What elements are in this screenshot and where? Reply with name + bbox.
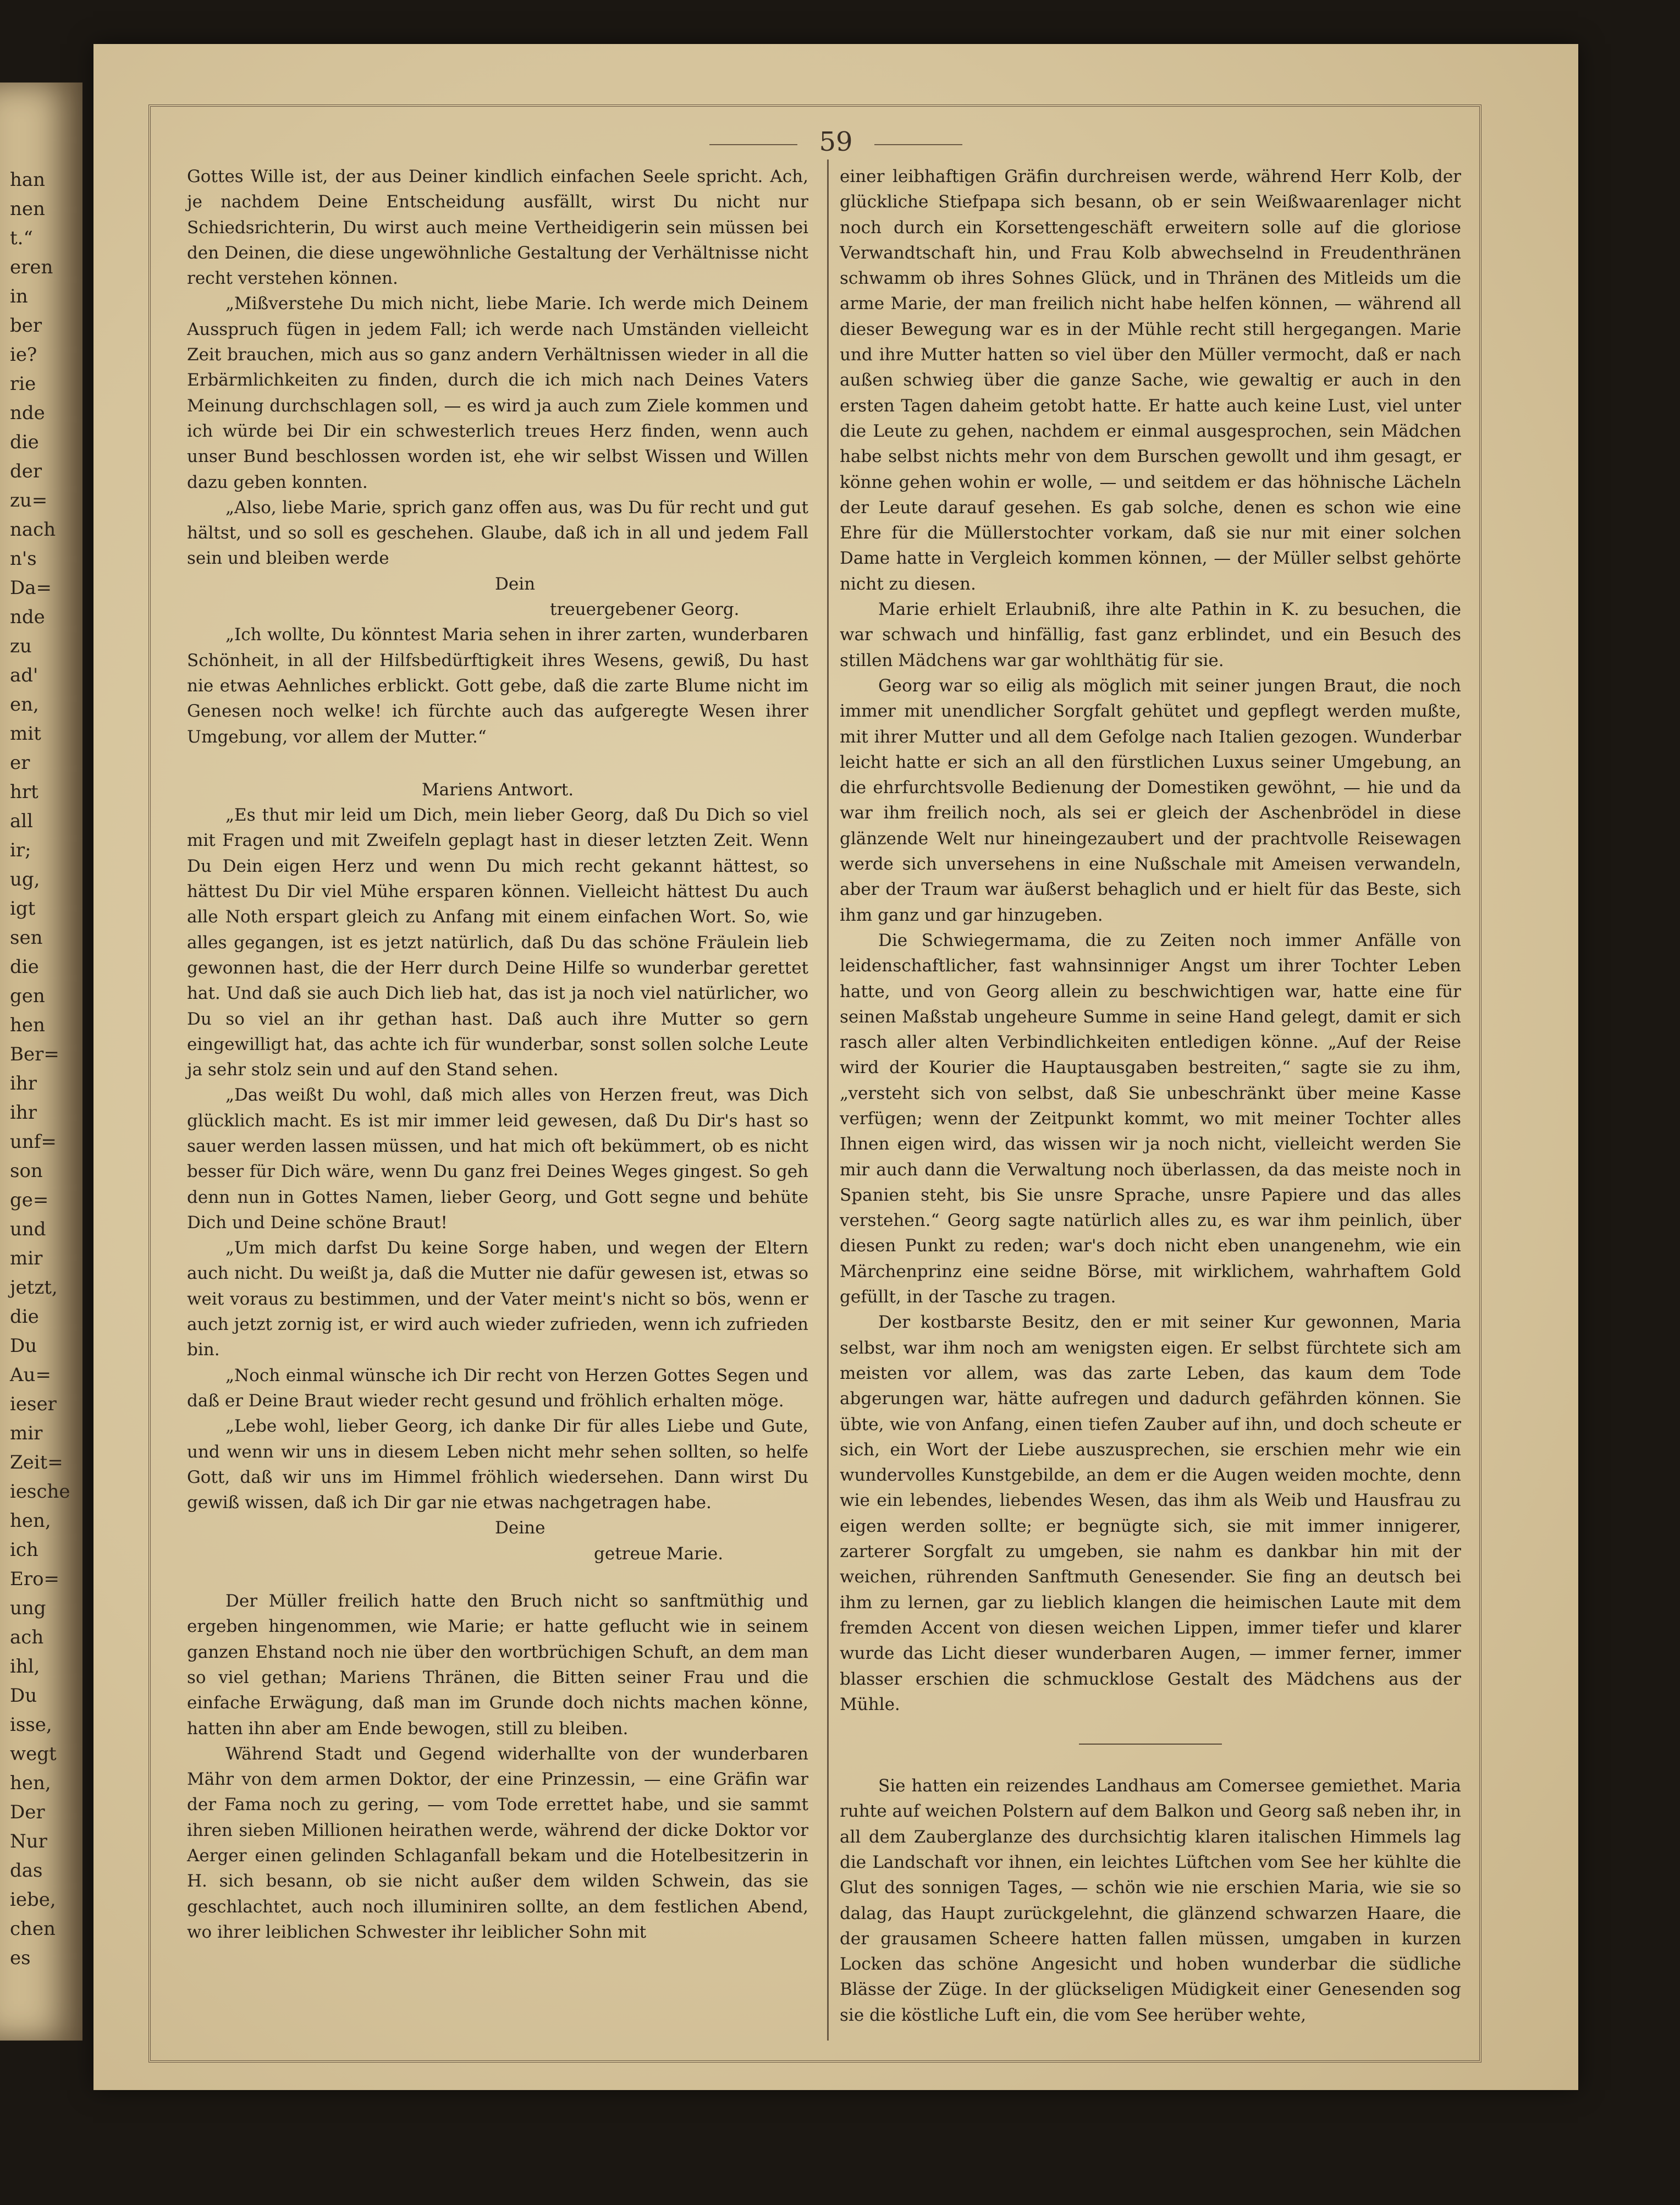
facing-page-fragment: jetzt,	[10, 1277, 58, 1299]
facing-page-fragment: ber	[10, 315, 42, 337]
facing-page-fragment: ie?	[10, 344, 37, 366]
facing-page-fragment: han	[10, 169, 46, 191]
facing-page-fragment: Der	[10, 1801, 45, 1823]
paragraph: Die Schwiegermama, die zu Zeiten noch immer Anfälle von leidenschaftlicher, fast wahnsinniger Angst um ihrer Tochter Leben hatte, und von Georg allein zu beschwichtigen war, hatte eine für seinen Maßstab ungeheure Summe in seine Hand gelegt, damit er sich rasch aller alten Verbindlichkeiten entledigen könne. „Auf der Reise wird der Kourier die Hauptausgaben bestreiten,“ sagte sie zu ihm, „versteht sich von selbst, daß Sie unbeschränkt über meine Kasse verfügen; wenn der Zeitpunkt kommt, wo mit meiner Tochter alles Ihnen eigen wird, das wissen wir ja noch nicht, vielleicht werden Sie mir auch dann die Verwaltung noch überlassen, da das meiste noch in Spanien steht, bis Sie unsre Sprache, unsre Papiere und das alles verstehen.“ Georg sagte natürlich alles zu, es war ihm peinlich, über diesen Punkt zu reden; war's doch nicht eben unangenehm, wie ein Märchenprinz eine seidne Börse, mit wirklichem, wahrhaftem Gold gefüllt, in der Tasche zu tragen.	[840, 930, 1461, 1307]
page-number-rule-right	[874, 144, 962, 145]
facing-page-fragment: mir	[10, 1247, 43, 1269]
facing-page-fragment: Du	[10, 1685, 37, 1707]
facing-page-fragment: isse,	[10, 1714, 52, 1736]
facing-page-fragment: mit	[10, 723, 41, 745]
paragraph: Sie hatten ein reizendes Landhaus am Comersee gemiethet. Maria ruhte auf weichen Polstern auf dem Balkon und Georg saß neben ihr, in all dem Zauberglanze des durchsichtig klaren italischen Himmels lag die Landschaft vor ihnen, ein leichtes Lüftchen vom See her kühlte die Glut des sonnigen Tages, — schön wie nie erschien Maria, wie sie so dalag, das Haupt zurückgelehnt, die glänzend schwarzen Haare, die der grausamen Scheere hatten fallen müssen, umgaben in kurzen Locken das schöne Angesicht und hoben wunderbar die südliche Blässe der Züge. In der glückseligen Müdigkeit einer Genesenden sog sie die köstliche Luft ein, die vom See herüber wehte,	[840, 1776, 1461, 2025]
letter-signature: getreue Marie.	[594, 1543, 724, 1564]
paragraph: „Mißverstehe Du mich nicht, liebe Marie. Ich werde mich Deinem Ausspruch fügen in jedem Fall; ich werde nach Umständen vielleicht Zeit brauchen, mich aus so ganz andern Verhältnissen wieder in all die Erbärmlichkeiten zu finden, durch die ich mich nach Deines Vaters Meinung durchschlagen soll, — es wird ja auch zum Ziele kommen und ich würde bei Dir ein schwesterlich treues Herz finden, wenn auch unser Bund beschlossen worden ist, ehe wir selbst Wissen und Willen dazu geben konnten.	[187, 294, 808, 492]
facing-page-fragment: der	[10, 460, 42, 482]
paragraph: „Es thut mir leid um Dich, mein lieber Georg, daß Du Dich so viel mit Fragen und mit Zweifeln geplagt hast in dieser letzten Zeit. Wenn Du Dein eigen Herz und wenn Du mich recht gekannt hättest, so hättest Du Dir viel Mühe ersparen können. Vielleicht hättest Du auch alle Noth erspart gleich zu Anfang mit einem einfachen Wort. So, wie alles gegangen, ist es jetzt natürlich, daß Du das schöne Fräulein lieb gewonnen hast, die der Herr durch Deine Hilfe so wunderbar gerettet hat. Und daß sie auch Dich lieb hat, das ist ja noch viel natürlicher, wo Du so viel an ihr gethan hast. Daß auch ihre Mutter so gern eingewilligt hat, das achte ich für wunderbar, sonst sollen solche Leute ja sehr stolz sein und auf den Stand sehen.	[187, 805, 808, 1080]
paragraph: Marie erhielt Erlaubniß, ihre alte Pathin in K. zu besuchen, die war schwach und hinfällig, fast ganz erblindet, und ein Besuch des stillen Mädchens war gar wohlthätig für sie.	[840, 600, 1461, 670]
facing-page-fragment: gen	[10, 985, 45, 1007]
facing-page-fragment: ihl,	[10, 1656, 40, 1678]
letter-closing: Dein	[495, 574, 536, 594]
section-separator	[1079, 1744, 1222, 1745]
facing-page-fragment: die	[10, 1306, 39, 1328]
facing-page-fragment: Da=	[10, 577, 52, 599]
facing-page-fragment: sen	[10, 927, 43, 949]
facing-page-fragment: iesche	[10, 1481, 70, 1503]
facing-page-fragment: Ber=	[10, 1043, 59, 1065]
paragraph: Der kostbarste Besitz, den er mit seiner Kur gewonnen, Maria selbst, war ihm noch am wenigsten eigen. Er selbst fürchtete sich am meisten vor allem, was das zarte Leben, das kaum dem Tode abgerungen war, hätte aufregen und dadurch gefährden können. Sie übte, wie von Anfang, einen tiefen Zauber auf ihn, und doch scheute er sich, ein Wort der Liebe auszusprechen, sie erschien mehr wie ein wundervolles Kunstgebilde, an dem er die Augen weiden mochte, denn wie ein lebendes, liebendes Wesen, das ihm als Weib und Hausfrau zu eigen werden sollte; er begnügte sich, sie mit immer innigerer, zarterer Sorgfalt zu umgeben, sie nahm es dankbar hin mit der weichen, rührenden Sanftmuth Genesender. Sie fing an deutsch bei ihm zu lernen, gar zu lieblich klangen die heimischen Laute mit dem fremden Accent von diesen weichen Lippen, immer tiefer und klarer wurde das Licht dieser wunderbaren Augen, — immer ferner, immer blasser erschien die schmucklose Gestalt des Mädchens aus der Mühle.	[840, 1312, 1461, 1714]
facing-page-fragment: son	[10, 1160, 43, 1182]
continued-paragraph: Gottes Wille ist, der aus Deiner kindlich einfachen Seele spricht. Ach, je nachdem Deine Entscheidung ausfällt, wirst Du nicht nur Schiedsrichterin, Du wirst auch meine Vertheidigerin sein müssen bei den Deinen, die diese ungewöhnliche Gestaltung der Verhältnisse nicht recht verstehen können.	[187, 167, 808, 289]
facing-page-fragment: zu=	[10, 490, 48, 512]
facing-page-fragment: in	[10, 285, 28, 307]
right-text-column	[840, 164, 1461, 2028]
facing-page-fragment: ihr	[10, 1102, 37, 1124]
paragraph: „Ich wollte, Du könntest Maria sehen in ihrer zarten, wunderbaren Schönheit, in all der Hilfsbedürftigkeit ihres Wesens, gewiß, Du hast nie etwas Aehnliches erblickt. Gott gebe, daß die zarte Blume nicht im Genesen noch welke! ich fürchte auch das aufgeregte Wesen ihrer Umgebung, vor allem der Mutter.“	[187, 625, 808, 747]
facing-page-fragment: das	[10, 1860, 43, 1882]
facing-page-fragment: en,	[10, 694, 39, 716]
paragraph: Während Stadt und Gegend widerhallte von der wunderbaren Mähr von dem armen Doktor, der eine Prinzessin, — eine Gräfin war der Fama noch zu gering, — vom Tode errettet habe, und sie sammt ihren sieben Millionen heirathen werde, während der dicke Doktor vor Aerger einen gelinden Schlaganfall bekam und die Hotelbesitzerin in H. sich besann, ob sie nicht außer dem wilden Schwein, das sie geschlachtet, auch noch illuminiren sollte, an dem festlichen Abend, wo ihrer leiblichen Schwester ihr leiblicher Sohn mit	[187, 1744, 808, 1942]
book-page	[93, 44, 1578, 2090]
facing-page-fragment: t.“	[10, 227, 33, 249]
continued-paragraph: einer leibhaftigen Gräfin durchreisen werde, während Herr Kolb, der glückliche Stiefpapa sich besann, ob er sein Weißwaarenlager nicht noch durch ein Korsettengeschäft erweitern solle auf die gloriose Verwandtschaft hin, und Frau Kolb abwechselnd in Freudenthränen schwamm ob ihres Sohnes Glück, und in Thränen des Mitleids um die arme Marie, der man freilich nicht habe helfen können, — während all dieser Bewegung war es in der Mühle recht still hergegangen. Marie und ihre Mutter hatten so viel über den Müller vermocht, daß er nach außen schwieg über die ganze Sache, wie gewaltig er auch in den ersten Tagen daheim getobt hatte. Er hatte auch keine Lust, viel unter die Leute zu gehen, nachdem er einmal ausgesprochen, sein Mädchen habe selbst nichts mehr von dem Burschen gewollt und ihm gesagt, er könne gehen wohin er wolle, — und seitdem er das höhnische Lächeln der Leute darauf gesehen. Es gab solche, denen es schon wie eine Ehre für die Müllerstochter vorkam, daß sie nur mit einer solchen Dame hatte in Vergleich kommen können, — der Müller selbst gehörte nicht zu diesen.	[840, 167, 1461, 594]
facing-page-fragment: hen,	[10, 1510, 51, 1532]
facing-page-fragment: nach	[10, 519, 56, 541]
facing-page-fragment: ihr	[10, 1073, 37, 1095]
letter-closing: Deine	[495, 1518, 546, 1538]
facing-page-fragment: ieser	[10, 1393, 57, 1415]
column-divider	[827, 160, 829, 2041]
facing-page-fragment: die	[10, 956, 39, 978]
paragraph-gap	[187, 1566, 808, 1588]
paragraph: Georg war so eilig als möglich mit seiner jungen Braut, die noch immer mit unendlicher Sorgfalt gehütet und gepflegt werden mußte, mit ihrer Mutter und all dem Gefolge nach Italien gezogen. Wunderbar leicht hatte er sich an all den fürstlichen Luxus seiner Umgebung, an die ehrfurchtsvolle Bedienung der Domestiken gewöhnt, — hie und da war ihm freilich noch, als sei er gleich der Aschenbrödel in diese glänzende Welt nur hineingezaubert und der prachtvolle Reisewagen werde sich unversehens in eine Nußschale mit Ameisen verwandeln, aber der Traum war äußerst behaglich und er hielt für das Beste, sich ihm ganz und gar hinzugeben.	[840, 675, 1461, 925]
facing-page-edge	[0, 83, 82, 2041]
facing-page-fragment: mir	[10, 1422, 43, 1444]
facing-page-fragment: hen	[10, 1014, 45, 1036]
facing-page-fragment: hen,	[10, 1772, 51, 1794]
facing-page-fragment: n's	[10, 548, 37, 570]
paragraph: „Um mich darfst Du keine Sorge haben, und wegen der Eltern auch nicht. Du weißt ja, daß die Mutter nie dafür gewesen ist, etwas so weit voraus zu bestimmen, und der Vater meint's nicht so bös, wenn er auch jetzt zornig ist, er wird auch wieder zufrieden, wenn ich zufrieden bin.	[187, 1238, 808, 1360]
facing-page-fragment: ug,	[10, 868, 40, 890]
facing-page-fragment: wegt	[10, 1743, 57, 1765]
facing-page-fragment: Au=	[10, 1364, 51, 1386]
page-number: 59	[819, 127, 853, 157]
page-number-rule-left	[709, 144, 797, 145]
facing-page-fragment: hrt	[10, 781, 38, 803]
facing-page-fragment: ad'	[10, 664, 38, 686]
facing-page-fragment: igt	[10, 898, 36, 920]
facing-page-fragment: Zeit=	[10, 1451, 63, 1473]
facing-page-fragment: Du	[10, 1335, 37, 1357]
paragraph: „Lebe wohl, lieber Georg, ich danke Dir für alles Liebe und Gute, und wenn wir uns in diesem Leben nicht mehr sehen sollten, so helfe Gott, daß wir uns im Himmel fröhlich wiedersehen. Dann wirst Du gewiß wissen, daß ich Dir gar nie etwas nachgetragen habe.	[187, 1416, 808, 1513]
facing-page-fragment: ung	[10, 1597, 46, 1619]
paragraph: Der Müller freilich hatte den Bruch nicht so sanftmüthig und ergeben hingenommen, wie Marie; er hatte geflucht wie in seinem ganzen Ehstand noch nie über den wortbrüchigen Schuft, an dem man so viel gethan; Mariens Thränen, die Bitten seiner Frau und die einfache Erwägung, daß man im Grunde doch nichts machen könne, hatten ihn aber am Ende bewogen, still zu bleiben.	[187, 1591, 808, 1739]
letter-signature: treuergebener Georg.	[550, 600, 740, 620]
facing-page-fragment: iebe,	[10, 1889, 56, 1911]
facing-page-fragment: ge=	[10, 1189, 49, 1211]
facing-page-fragment: nde	[10, 402, 45, 424]
section-title: Mariens Antwort.	[421, 779, 574, 800]
facing-page-fragment: zu	[10, 635, 32, 657]
paragraph: „Also, liebe Marie, sprich ganz offen aus, was Du für recht und gut hältst, und so soll es geschehen. Glaube, daß ich in all und jedem Fall sein und bleiben werde	[187, 497, 808, 569]
facing-page-fragment: chen	[10, 1918, 56, 1940]
facing-page-fragment: die	[10, 431, 39, 453]
facing-page-fragment: Ero=	[10, 1568, 60, 1590]
facing-page-fragment: nde	[10, 606, 45, 628]
facing-page-fragment: nen	[10, 198, 45, 220]
facing-page-fragment: rie	[10, 373, 36, 395]
facing-page-fragment: ach	[10, 1626, 44, 1648]
facing-page-fragment: unf=	[10, 1131, 57, 1153]
facing-page-fragment: eren	[10, 256, 53, 278]
facing-page-fragment: all	[10, 810, 34, 832]
left-text-column	[187, 164, 808, 1945]
facing-page-fragment: ich	[10, 1539, 38, 1561]
facing-page-fragment: es	[10, 1947, 31, 1969]
facing-page-fragment: ir;	[10, 839, 31, 861]
paragraph: „Noch einmal wünsche ich Dir recht von Herzen Gottes Segen und daß er Deine Braut wieder recht gesund und fröhlich erhalten möge.	[187, 1365, 808, 1411]
facing-page-fragment: Nur	[10, 1830, 47, 1852]
paragraph: „Das weißt Du wohl, daß mich alles von Herzen freut, was Dich glücklich macht. Es ist mir immer leid gewesen, daß Du Dir's hast so sauer werden lassen müssen, und hat mich oft bekümmert, ob es nicht besser für Dich wäre, wenn Du ganz frei Deines Weges gingest. So geh denn nun in Gottes Namen, lieber Georg, und Gott segne und behüte Dich und Deine schöne Braut!	[187, 1085, 808, 1233]
facing-page-fragment: er	[10, 752, 30, 774]
facing-page-fragment: und	[10, 1218, 46, 1240]
